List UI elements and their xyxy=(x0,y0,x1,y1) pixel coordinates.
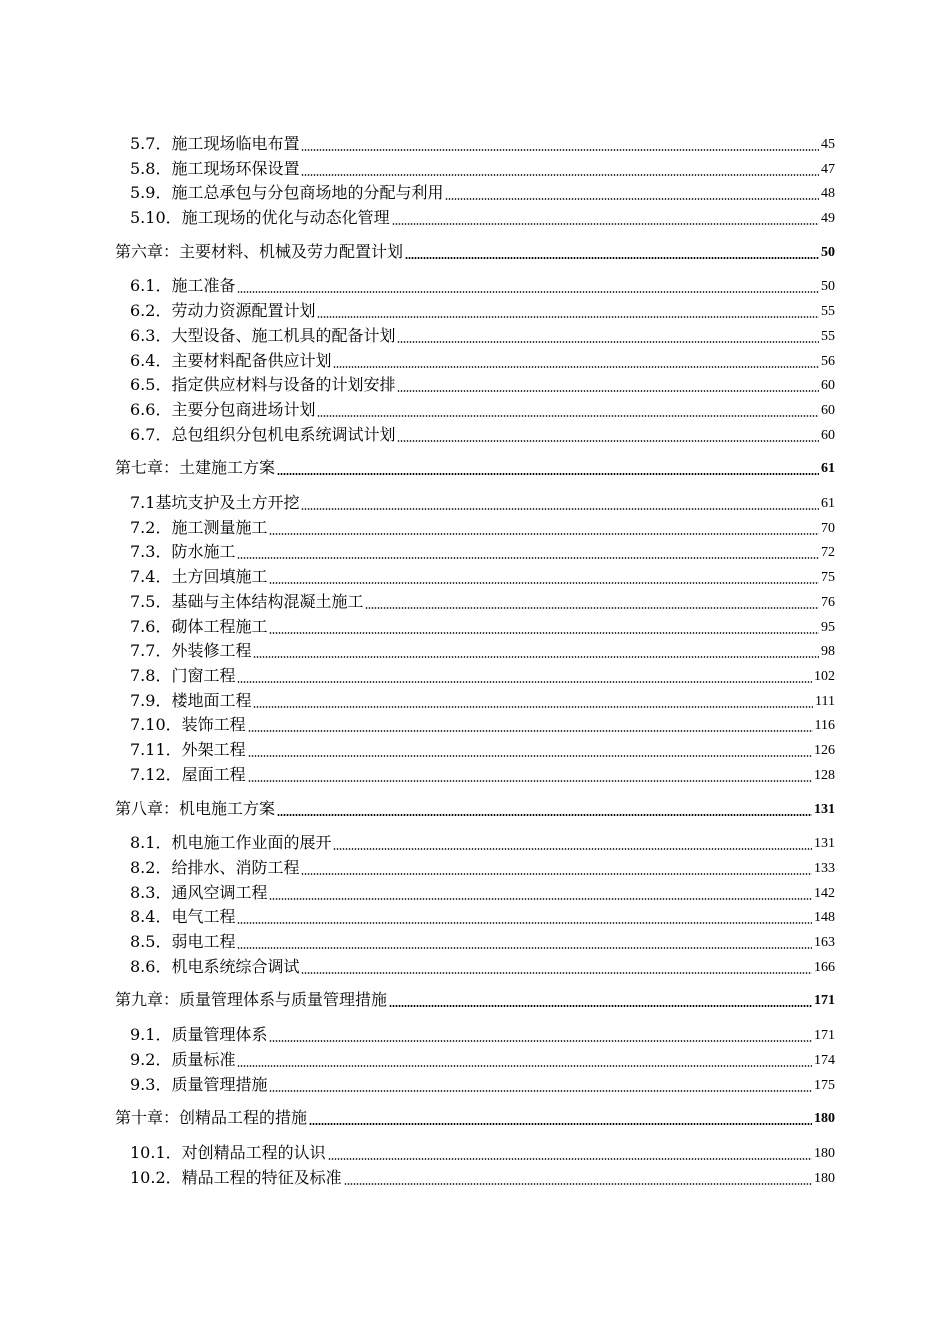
toc-page-number: 47 xyxy=(821,162,835,177)
toc-entry-title: 7.5．基础与主体结构混凝土施工 xyxy=(130,592,364,611)
toc-page-number: 61 xyxy=(821,461,835,476)
toc-page-number: 50 xyxy=(821,279,835,294)
toc-chapter-entry[interactable] xyxy=(0,1104,950,1128)
toc-page-number: 142 xyxy=(814,886,835,901)
toc-page-number: 60 xyxy=(821,428,835,443)
toc-leader-dots xyxy=(253,706,813,708)
toc-entry-title: 6.1．施工准备 xyxy=(130,276,236,295)
toc-chapter-entry[interactable] xyxy=(0,795,950,819)
toc-entry-title: 9.3．质量管理措施 xyxy=(130,1075,268,1094)
toc-chapter-entry[interactable] xyxy=(0,238,950,262)
toc-entry-title: 7.9．楼地面工程 xyxy=(130,691,252,710)
toc-leader-dots xyxy=(237,557,819,559)
toc-section-entry[interactable] xyxy=(0,687,950,711)
toc-entry-title: 5.9．施工总承包与分包商场地的分配与利用 xyxy=(130,183,444,202)
toc-leader-dots xyxy=(277,473,819,475)
toc-leader-dots xyxy=(309,1123,812,1125)
toc-page-number: 55 xyxy=(821,304,835,319)
toc-leader-dots xyxy=(333,366,819,368)
toc-section-entry[interactable] xyxy=(0,297,950,321)
toc-section-entry[interactable] xyxy=(0,1021,950,1045)
toc-leader-dots xyxy=(269,533,819,535)
toc-leader-dots xyxy=(301,873,812,875)
toc-section-entry[interactable] xyxy=(0,130,950,154)
toc-section-entry[interactable] xyxy=(0,879,950,903)
toc-leader-dots xyxy=(445,198,819,200)
toc-leader-dots xyxy=(301,149,819,151)
toc-leader-dots xyxy=(328,1158,812,1160)
toc-leader-dots xyxy=(269,1090,812,1092)
toc-section-entry[interactable] xyxy=(0,1139,950,1163)
toc-section-entry[interactable] xyxy=(0,637,950,661)
toc-section-entry[interactable] xyxy=(0,489,950,513)
toc-page-number: 131 xyxy=(814,802,835,817)
toc-leader-dots xyxy=(237,1065,812,1067)
toc-leader-dots xyxy=(392,223,819,225)
toc-entry-title: 10.1．对创精品工程的认识 xyxy=(130,1143,326,1162)
toc-leader-dots xyxy=(317,415,819,417)
toc-page-number: 163 xyxy=(814,935,835,950)
toc-section-entry[interactable] xyxy=(0,613,950,637)
toc-entry-title: 6.6．主要分包商进场计划 xyxy=(130,400,316,419)
toc-page-number: 180 xyxy=(814,1111,835,1126)
toc-page-number: 56 xyxy=(821,354,835,369)
toc-page-number: 95 xyxy=(821,620,835,635)
toc-section-entry[interactable] xyxy=(0,538,950,562)
toc-page-number: 76 xyxy=(821,595,835,610)
toc-page-number: 131 xyxy=(814,836,835,851)
toc-leader-dots xyxy=(389,1005,812,1007)
toc-section-entry[interactable] xyxy=(0,588,950,612)
toc-section-entry[interactable] xyxy=(0,322,950,346)
toc-page-number: 48 xyxy=(821,186,835,201)
toc-entry-title: 8.5．弱电工程 xyxy=(130,932,236,951)
toc-entry-title: 6.2．劳动力资源配置计划 xyxy=(130,301,316,320)
toc-section-entry[interactable] xyxy=(0,736,950,760)
toc-page-number: 171 xyxy=(814,1028,835,1043)
toc-page-number: 166 xyxy=(814,960,835,975)
toc-leader-dots xyxy=(397,341,819,343)
toc-entry-title: 7.6．砌体工程施工 xyxy=(130,617,268,636)
toc-entry-title: 9.1．质量管理体系 xyxy=(130,1025,268,1044)
toc-entry-title: 第九章：质量管理体系与质量管理措施 xyxy=(115,990,388,1009)
toc-leader-dots xyxy=(405,257,819,259)
toc-entry-title: 7.11．外架工程 xyxy=(130,740,246,759)
toc-entry-title: 8.4．电气工程 xyxy=(130,907,236,926)
toc-page-number: 55 xyxy=(821,329,835,344)
toc-leader-dots xyxy=(269,632,819,634)
toc-page-number: 148 xyxy=(814,910,835,925)
toc-page-number: 49 xyxy=(821,211,835,226)
toc-entry-title: 第七章：土建施工方案 xyxy=(115,458,276,477)
toc-leader-dots xyxy=(301,174,819,176)
toc-entry-title: 第十章：创精品工程的措施 xyxy=(115,1108,308,1127)
toc-entry-title: 6.4．主要材料配备供应计划 xyxy=(130,351,332,370)
toc-page-number: 72 xyxy=(821,545,835,560)
toc-section-entry[interactable] xyxy=(0,1164,950,1188)
toc-leader-dots xyxy=(397,440,819,442)
toc-leader-dots xyxy=(237,922,812,924)
toc-leader-dots xyxy=(301,972,812,974)
toc-section-entry[interactable] xyxy=(0,396,950,420)
toc-section-entry[interactable] xyxy=(0,1071,950,1095)
toc-section-entry[interactable] xyxy=(0,903,950,927)
toc-entry-title: 8.6．机电系统综合调试 xyxy=(130,957,300,976)
toc-entry-title: 8.3．通风空调工程 xyxy=(130,883,268,902)
toc-section-entry[interactable] xyxy=(0,371,950,395)
toc-section-entry[interactable] xyxy=(0,854,950,878)
toc-leader-dots xyxy=(301,508,819,510)
toc-section-entry[interactable] xyxy=(0,514,950,538)
toc-section-entry[interactable] xyxy=(0,272,950,296)
toc-entry-title: 7.12．屋面工程 xyxy=(130,765,246,784)
toc-page-number: 180 xyxy=(814,1146,835,1161)
toc-page-number: 126 xyxy=(814,743,835,758)
toc-entry-title: 第六章：主要材料、机械及劳力配置计划 xyxy=(115,242,404,261)
toc-page-number: 102 xyxy=(814,669,835,684)
toc-page-number: 45 xyxy=(821,137,835,152)
toc-leader-dots xyxy=(269,898,812,900)
toc-entry-title: 7.1基坑支护及土方开挖 xyxy=(130,493,300,512)
toc-section-entry[interactable] xyxy=(0,563,950,587)
toc-entry-title: 7.4．土方回填施工 xyxy=(130,567,268,586)
toc-section-entry[interactable] xyxy=(0,711,950,735)
toc-entry-title: 9.2．质量标准 xyxy=(130,1050,236,1069)
toc-entry-title: 7.10．装饰工程 xyxy=(130,715,246,734)
toc-page-number: 50 xyxy=(821,245,835,260)
toc-entry-title: 第八章：机电施工方案 xyxy=(115,799,276,818)
toc-page-number: 61 xyxy=(821,496,835,511)
toc-section-entry[interactable] xyxy=(0,155,950,179)
toc-entry-title: 7.3．防水施工 xyxy=(130,542,236,561)
toc-entry-title: 6.7．总包组织分包机电系统调试计划 xyxy=(130,425,396,444)
toc-page-number: 60 xyxy=(821,378,835,393)
toc-leader-dots xyxy=(277,814,812,816)
toc-leader-dots xyxy=(344,1183,812,1185)
toc-chapter-entry[interactable] xyxy=(0,454,950,478)
toc-entry-title: 6.5．指定供应材料与设备的计划安排 xyxy=(130,375,396,394)
toc-entry-title: 7.8．门窗工程 xyxy=(130,666,236,685)
toc-section-entry[interactable] xyxy=(0,347,950,371)
toc-entry-title: 7.7．外装修工程 xyxy=(130,641,252,660)
toc-leader-dots xyxy=(333,848,812,850)
toc-page-number: 75 xyxy=(821,570,835,585)
toc-leader-dots xyxy=(237,947,812,949)
toc-page-number: 70 xyxy=(821,521,835,536)
toc-section-entry[interactable] xyxy=(0,953,950,977)
toc-section-entry[interactable] xyxy=(0,761,950,785)
toc-leader-dots xyxy=(365,607,819,609)
toc-entry-title: 6.3．大型设备、施工机具的配备计划 xyxy=(130,326,396,345)
toc-page-number: 175 xyxy=(814,1078,835,1093)
toc-page-number: 60 xyxy=(821,403,835,418)
toc-page-number: 128 xyxy=(814,768,835,783)
toc-leader-dots xyxy=(317,316,819,318)
toc-leader-dots xyxy=(269,1040,812,1042)
toc-section-entry[interactable] xyxy=(0,204,950,228)
toc-leader-dots xyxy=(269,582,819,584)
toc-section-entry[interactable] xyxy=(0,179,950,203)
toc-entry-title: 5.7．施工现场临电布置 xyxy=(130,134,300,153)
toc-section-entry[interactable] xyxy=(0,662,950,686)
toc-entry-title: 7.2．施工测量施工 xyxy=(130,518,268,537)
toc-page-number: 180 xyxy=(814,1171,835,1186)
toc-section-entry[interactable] xyxy=(0,829,950,853)
toc-entry-title: 5.10．施工现场的优化与动态化管理 xyxy=(130,208,390,227)
toc-entry-title: 8.2．给排水、消防工程 xyxy=(130,858,300,877)
toc-page-number: 116 xyxy=(814,718,835,733)
toc-page-number: 174 xyxy=(814,1053,835,1068)
toc-chapter-entry[interactable] xyxy=(0,986,950,1010)
toc-page-number: 133 xyxy=(814,861,835,876)
toc-leader-dots xyxy=(237,291,819,293)
toc-leader-dots xyxy=(237,681,812,683)
toc-section-entry[interactable] xyxy=(0,421,950,445)
toc-page-number: 111 xyxy=(815,694,835,709)
toc-leader-dots xyxy=(248,780,812,782)
toc-page-number: 98 xyxy=(821,644,835,659)
toc-page-number: 171 xyxy=(814,993,835,1008)
toc-leader-dots xyxy=(397,390,819,392)
toc-entry-title: 8.1．机电施工作业面的展开 xyxy=(130,833,332,852)
toc-leader-dots xyxy=(248,730,813,732)
toc-entry-title: 5.8．施工现场环保设置 xyxy=(130,159,300,178)
toc-section-entry[interactable] xyxy=(0,1046,950,1070)
toc-section-entry[interactable] xyxy=(0,928,950,952)
toc-leader-dots xyxy=(253,656,819,658)
toc-entry-title: 10.2．精品工程的特征及标准 xyxy=(130,1168,342,1187)
toc-leader-dots xyxy=(248,755,812,757)
